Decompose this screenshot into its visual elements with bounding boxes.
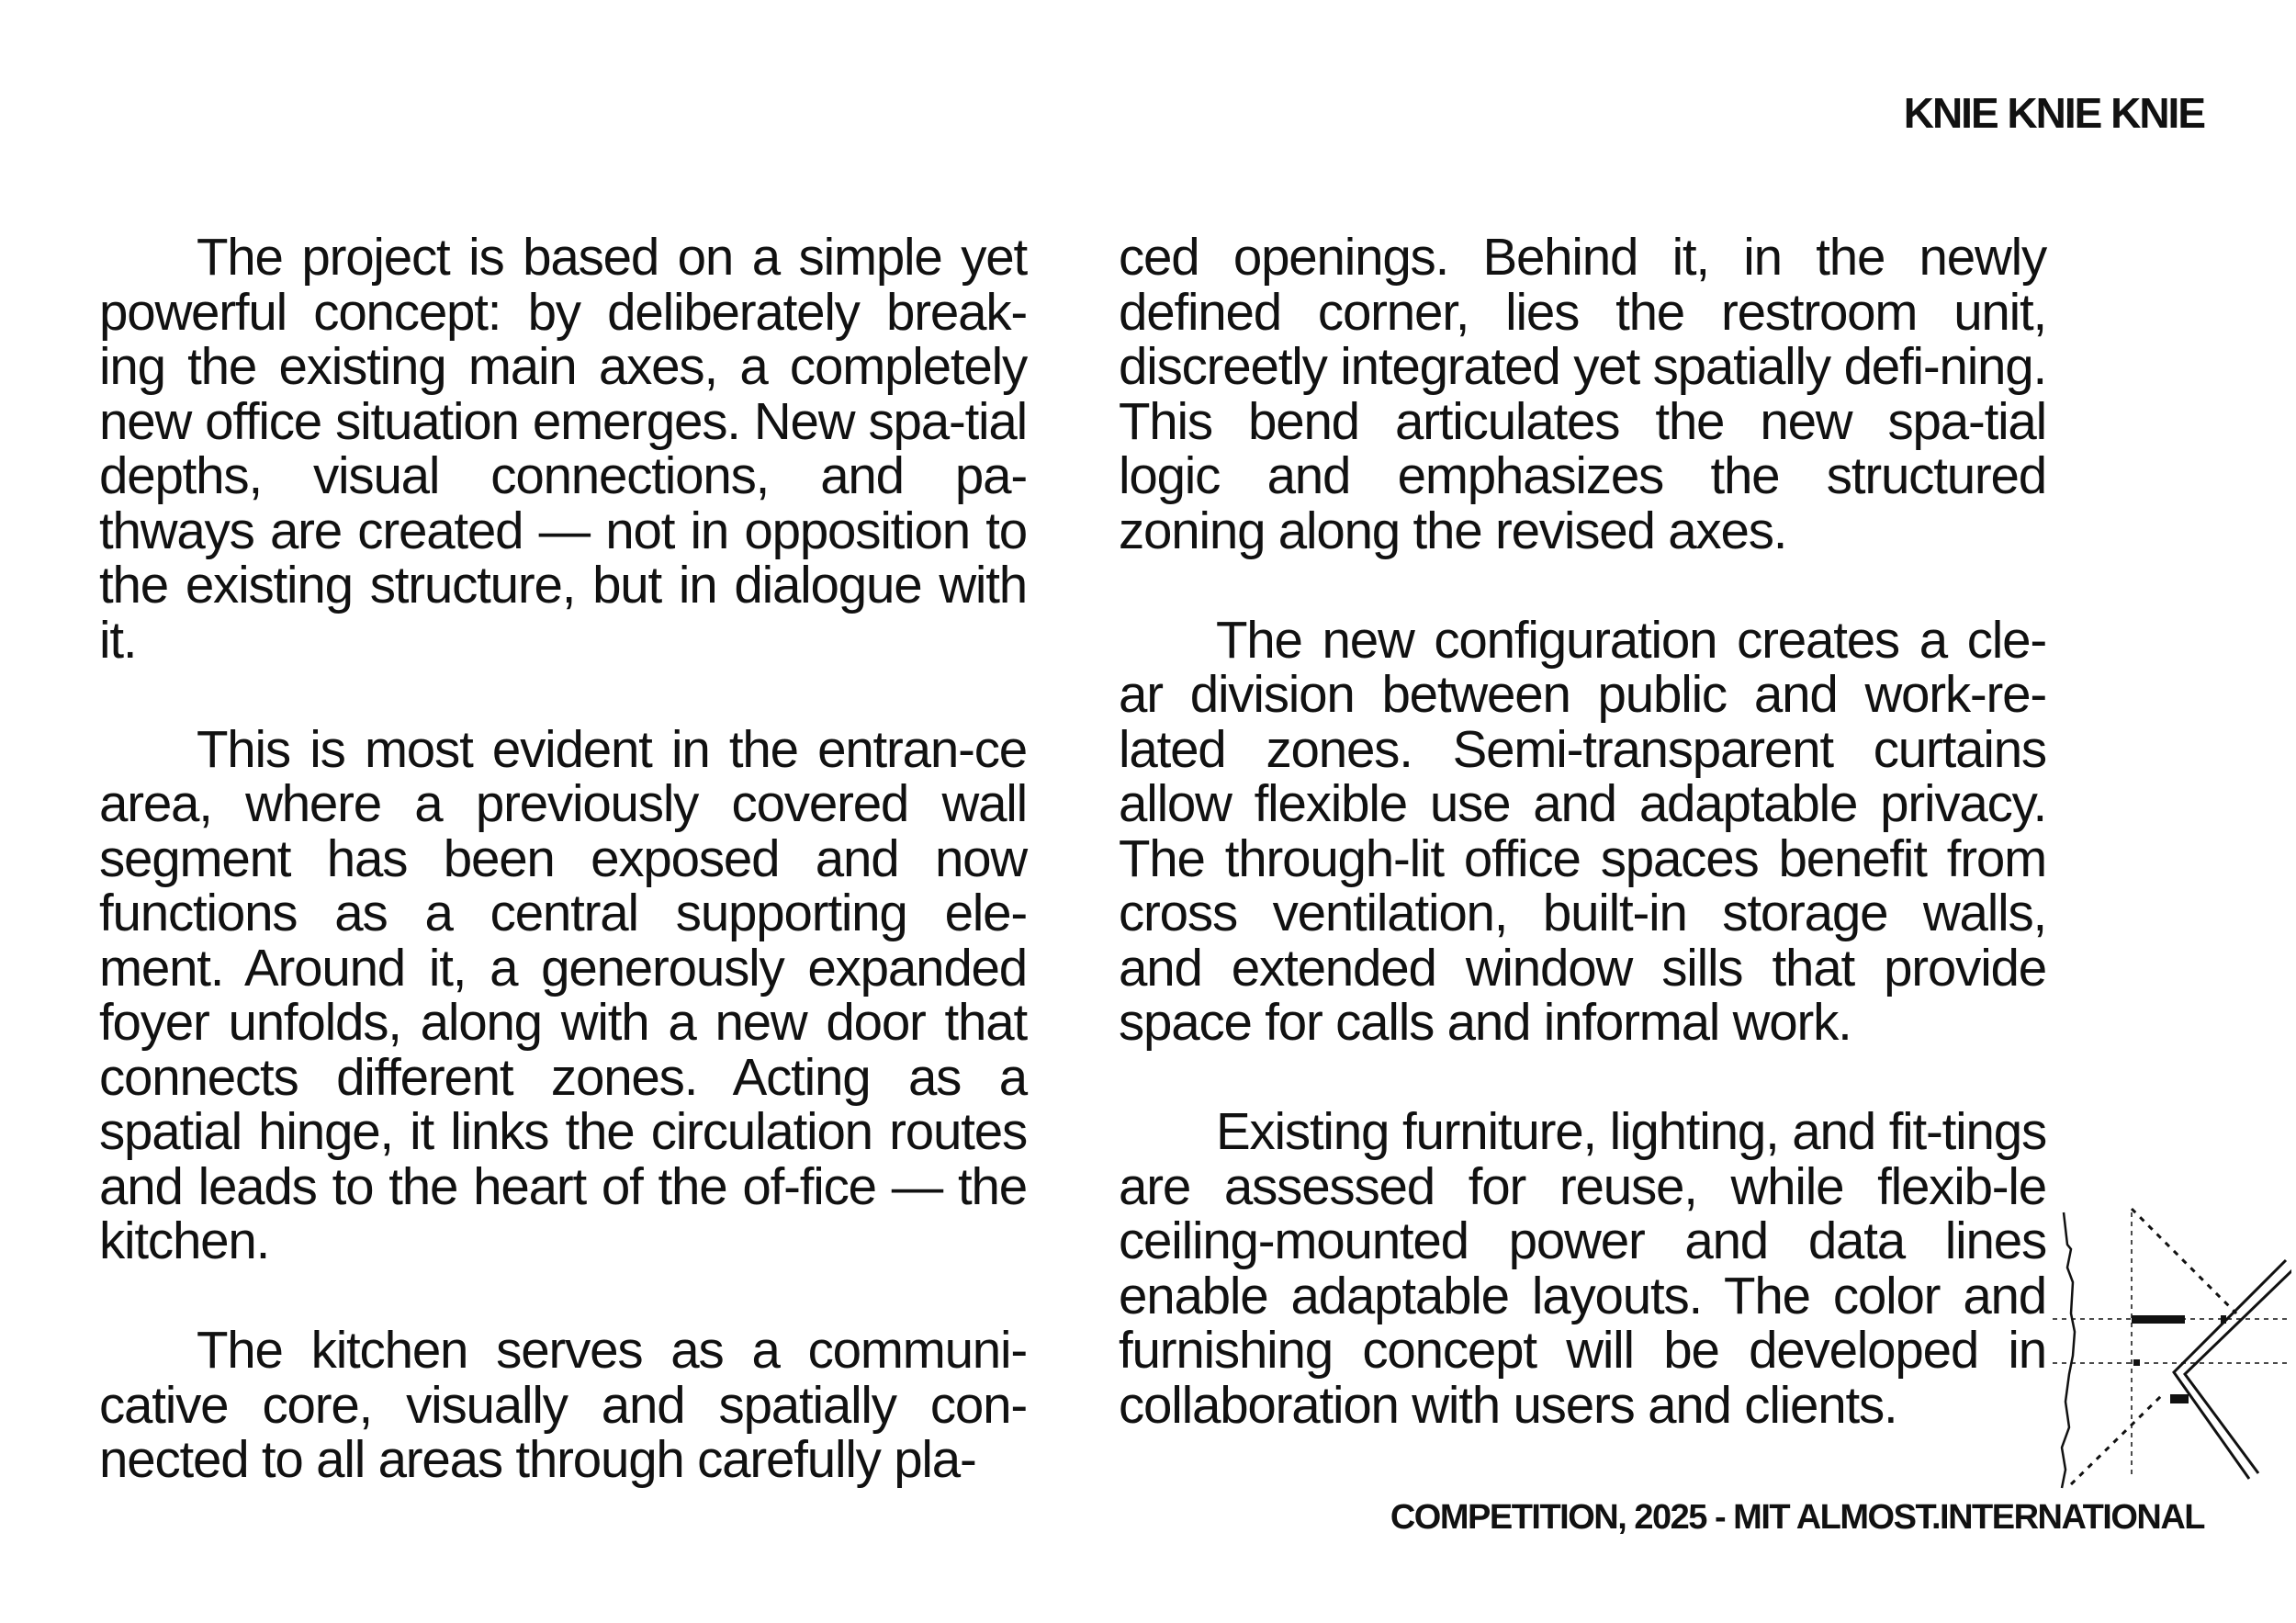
page-title: KNIE KNIE KNIE [1903, 89, 2204, 137]
right-text-column [1119, 230, 2046, 1487]
paragraph-configuration: The new configuration creates a cle-ar division between public and work-re-lated zones. Semi-transparent curtains allow flexible use and adaptable privacy. The through-lit office spaces benefit from cross ventilation, built-in storage walls, and extended window sills that provide space for calls and informal work. [1119, 610, 2046, 1051]
paragraph-furniture: Existing furniture, lighting, and fit-tings are assessed for reuse, while flexib-le ceiling-mounted power and data lines enable adaptable layouts. The color and furnishing concept will be developed in collaboration with users and clients. [1119, 1102, 2046, 1434]
paragraph-concept: The project is based on a simple yet powerful concept: by deliberately break-ing the existing main axes, a completely new office situation emerges. New spa-tial depths, visual connections, and pa-thways are created — not in opposition to the existing structure, but in dialogue with it. [99, 228, 1027, 669]
footer-credit: COMPETITION, 2025 - MIT ALMOST.INTERNATIONAL [1390, 1498, 2204, 1537]
left-text-column [99, 230, 1027, 1541]
paragraph-kitchen: The kitchen serves as a communi-cative core, visually and spatially con-nected to all areas through carefully pla- [99, 1321, 1027, 1488]
paragraph-entrance: This is most evident in the entran-ce area, where a previously covered wall segment has been exposed and now functions as a central supporting ele-ment. Around it, a generously expanded foyer unfolds, along with a new door that connects different zones. Acting as a spatial hinge, it links the circulation routes and leads to the heart of the of-fice — the kitchen. [99, 719, 1027, 1269]
floor-plan-diagram-icon [2053, 1194, 2291, 1497]
paragraph-restroom: ced openings. Behind it, in the newly defined corner, lies the restroom unit, discreetly integrated yet spatially defi-ning. This bend articulates the new spa-tial logic and emphasizes the structured zoning along the revised axes. [1119, 228, 2046, 559]
